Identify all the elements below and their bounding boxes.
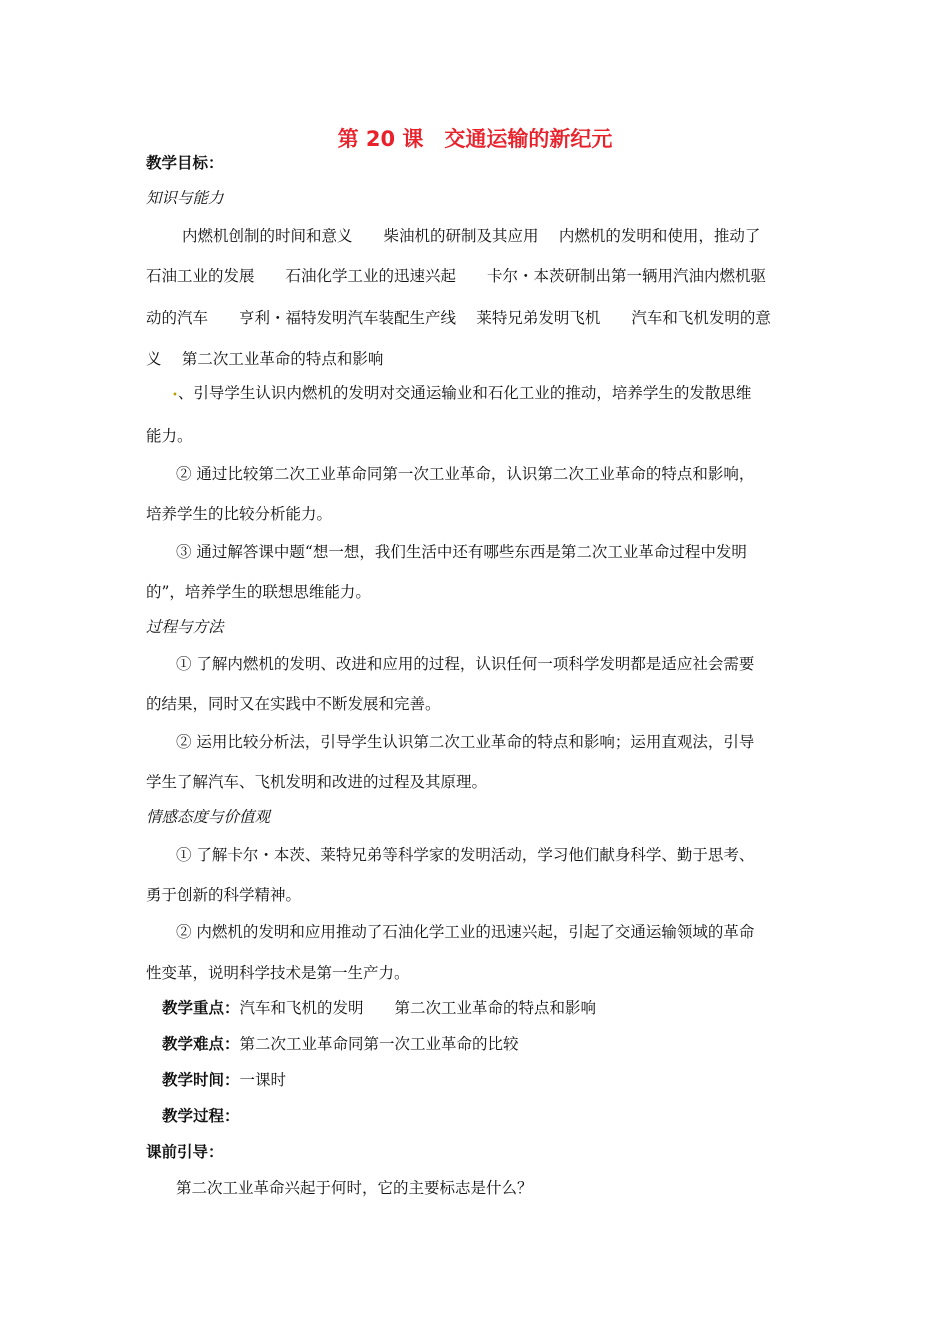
knowledge-heading: 知识与能力 — [146, 189, 224, 207]
objectives-heading: 教学目标： — [146, 154, 224, 172]
knowledge-p1-line-1 — [172, 381, 751, 403]
knowledge-line-1: 内燃机创制的时间和意义 柴油机的研制及其应用 内燃机的发明和使用，推动了 — [182, 227, 761, 245]
knowledge-p3-line-2: 的”，培养学生的联想思维能力。 — [146, 583, 371, 601]
emotion-p2-line-1: ② 内燃机的发明和应用推动了石油化学工业的迅速兴起，引起了交通运输领域的革命 — [176, 923, 755, 941]
key-points — [162, 996, 596, 1018]
knowledge-p1-text: 引导学生认识内燃机的发明对交通运输业和石化工业的推动，培养学生的发散思维 — [193, 384, 752, 402]
knowledge-p2-line-2: 培养学生的比较分析能力。 — [146, 505, 333, 523]
knowledge-p2-line-1: ② 通过比较第二次工业革命同第一次工业革命，认识第二次工业革命的特点和影响， — [176, 465, 755, 483]
teaching-time — [162, 1068, 286, 1090]
process-p2-line-1: ② 运用比较分析法，引导学生认识第二次工业革命的特点和影响；运用直观法，引导 — [176, 733, 755, 751]
knowledge-p3-line-1: ③ 通过解答课中题“想一想，我们生活中还有哪些东西是第二次工业革命过程中发明 — [176, 543, 747, 561]
knowledge-p1-marker: 、 — [177, 384, 194, 402]
intro-question: 第二次工业革命兴起于何时，它的主要标志是什么？ — [176, 1179, 533, 1197]
bullet-dot: • — [172, 390, 178, 401]
key-points-label: 教学重点： — [162, 999, 240, 1017]
process-p2-line-2: 学生了解汽车、飞机发明和改进的过程及其原理。 — [146, 773, 488, 791]
knowledge-line-4: 义 第二次工业革命的特点和影响 — [146, 350, 384, 368]
process-p1-line-2: 的结果，同时又在实践中不断发展和完善。 — [146, 695, 441, 713]
difficulty — [162, 1032, 519, 1054]
emotion-p1-line-2: 勇于创新的科学精神。 — [146, 886, 302, 904]
knowledge-line-3: 动的汽车 亨利・福特发明汽车装配生产线 莱特兄弟发明飞机 汽车和飞机发明的意 — [146, 309, 771, 327]
emotion-heading: 情感态度与价值观 — [146, 808, 271, 826]
emotion-p1-line-1: ① 了解卡尔・本茨、莱特兄弟等科学家的发明活动，学习他们献身科学、勤于思考、 — [176, 846, 755, 864]
knowledge-line-2: 石油工业的发展 石油化学工业的迅速兴起 卡尔・本茨研制出第一辆用汽油内燃机驱 — [146, 267, 767, 285]
emotion-p2-line-2: 性变革，说明科学技术是第一生产力。 — [146, 964, 410, 982]
lesson-title: 第 20 课 交通运输的新纪元 — [337, 127, 613, 151]
difficulty-value: 第二次工业革命同第一次工业革命的比较 — [239, 1035, 519, 1053]
knowledge-p1-line-2: 能力。 — [146, 427, 193, 445]
time-label: 教学时间： — [162, 1071, 240, 1089]
process-heading: 过程与方法 — [146, 618, 224, 636]
process-p1-line-1: ① 了解内燃机的发明、改进和应用的过程，认识任何一项科学发明都是适应社会需要 — [176, 655, 755, 673]
difficulty-label: 教学难点： — [162, 1035, 240, 1053]
time-value: 一课时 — [239, 1071, 287, 1089]
intro-label: 课前引导： — [146, 1143, 224, 1161]
key-points-value: 汽车和飞机的发明 第二次工业革命的特点和影响 — [239, 999, 597, 1017]
procedure-label: 教学过程： — [162, 1107, 240, 1125]
